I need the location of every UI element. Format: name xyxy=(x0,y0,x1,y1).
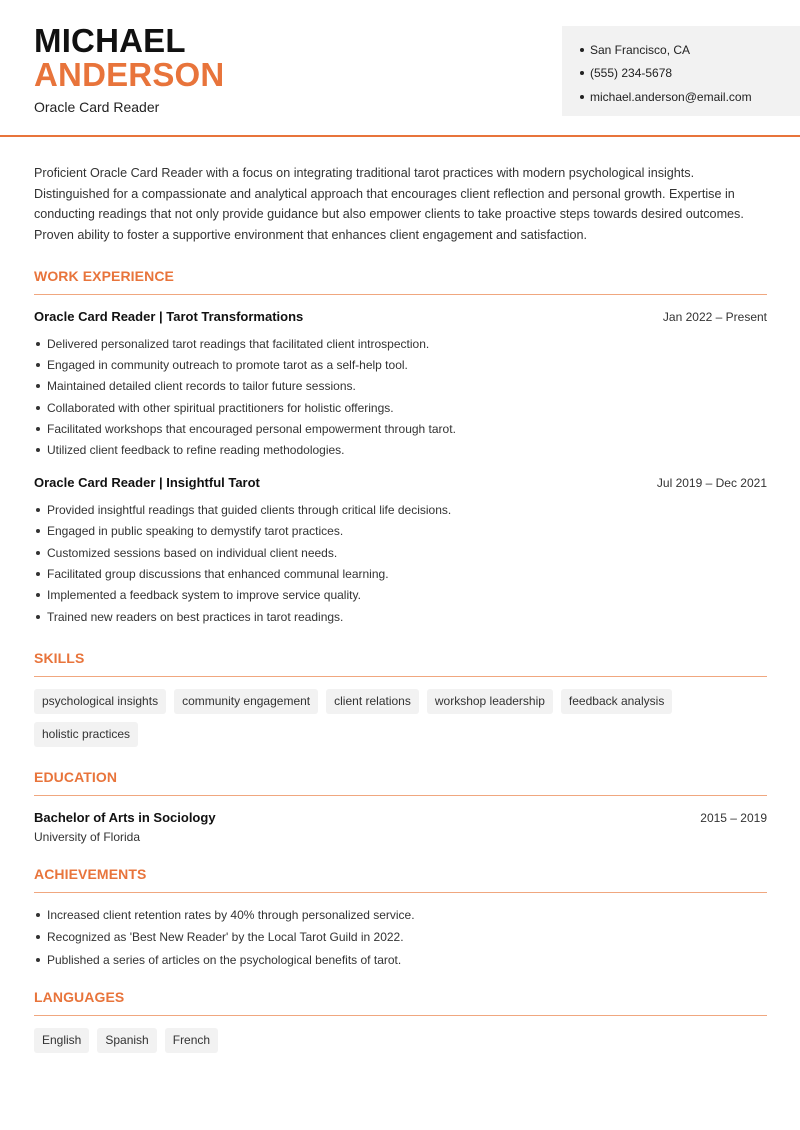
section-title-work: WORK EXPERIENCE xyxy=(34,268,767,295)
languages-list xyxy=(34,1028,767,1061)
job-bullet xyxy=(34,606,767,627)
resume-header xyxy=(0,0,800,137)
bullet-icon xyxy=(36,406,40,410)
bullet-icon xyxy=(36,572,40,576)
education-school: University of Florida xyxy=(34,829,141,844)
bullet-icon xyxy=(36,342,40,346)
last-name: ANDERSON xyxy=(34,56,225,93)
section-title-skills: SKILLS xyxy=(34,650,767,677)
job-entry xyxy=(34,309,767,461)
job-bullet-text: Implemented a feedback system to improve service quality. xyxy=(47,588,361,603)
contact-location xyxy=(580,38,800,62)
bullet-icon xyxy=(36,935,40,939)
section-title-achievements: ACHIEVEMENTS xyxy=(34,866,767,893)
contact-box xyxy=(562,26,800,116)
contact-location-text: San Francisco, CA xyxy=(590,42,691,57)
section-title-languages: LANGUAGES xyxy=(34,989,767,1016)
job-bullet xyxy=(34,499,767,520)
resume-body xyxy=(34,163,767,1061)
job-bullet xyxy=(34,542,767,563)
achievement-item xyxy=(34,949,767,972)
job-bullet xyxy=(34,354,767,375)
section-title-education: EDUCATION xyxy=(34,769,767,796)
bullet-icon xyxy=(36,508,40,512)
job-dates: Jan 2022 – Present xyxy=(662,309,767,324)
bullet-icon xyxy=(36,913,40,917)
job-bullet xyxy=(34,333,767,354)
bullet-icon xyxy=(36,448,40,452)
language-chip: English xyxy=(34,1028,89,1053)
skills-list xyxy=(34,689,767,755)
contact-email-text: michael.anderson@email.com xyxy=(590,89,752,104)
job-bullet xyxy=(34,440,767,461)
bullet-icon xyxy=(36,593,40,597)
skill-chip: psychological insights xyxy=(34,689,166,714)
bullet-icon xyxy=(36,363,40,367)
skill-chip: client relations xyxy=(326,689,419,714)
bullet-icon xyxy=(580,95,584,99)
job-bullet-text: Collaborated with other spiritual practitioners for holistic offerings. xyxy=(47,400,394,415)
job-bullets xyxy=(34,499,767,627)
education-entry xyxy=(34,810,767,844)
contact-email xyxy=(580,85,800,109)
job-entry xyxy=(34,475,767,627)
bullet-icon xyxy=(36,529,40,533)
job-bullet-text: Maintained detailed client records to tailor future sessions. xyxy=(47,379,356,394)
bullet-icon xyxy=(36,615,40,619)
contact-phone-text: (555) 234-5678 xyxy=(590,66,673,81)
achievements-list xyxy=(34,904,767,972)
job-bullet xyxy=(34,418,767,439)
job-bullets xyxy=(34,333,767,461)
bullet-icon xyxy=(36,958,40,962)
job-bullet-text: Engaged in public speaking to demystify tarot practices. xyxy=(47,524,344,539)
job-bullet xyxy=(34,521,767,542)
education-header xyxy=(34,810,767,825)
language-chip: French xyxy=(165,1028,218,1053)
job-role: Oracle Card Reader | Tarot Transformations xyxy=(34,308,304,324)
education-years: 2015 – 2019 xyxy=(700,810,767,825)
skill-chip: feedback analysis xyxy=(561,689,672,714)
skill-chip: workshop leadership xyxy=(427,689,553,714)
job-role: Oracle Card Reader | Insightful Tarot xyxy=(34,475,260,491)
job-dates: Jul 2019 – Dec 2021 xyxy=(656,476,767,491)
skill-chip: holistic practices xyxy=(34,722,138,747)
education-degree: Bachelor of Arts in Sociology xyxy=(34,809,216,825)
bullet-icon xyxy=(36,551,40,555)
job-bullet-text: Customized sessions based on individual client needs. xyxy=(47,545,338,560)
job-bullet xyxy=(34,563,767,584)
job-header xyxy=(34,475,767,490)
bullet-icon xyxy=(580,48,584,52)
language-chip: Spanish xyxy=(97,1028,156,1053)
job-bullet xyxy=(34,585,767,606)
job-bullet-text: Facilitated group discussions that enhanced communal learning. xyxy=(47,567,389,582)
job-bullet xyxy=(34,397,767,418)
job-bullet-text: Delivered personalized tarot readings that facilitated client introspection. xyxy=(47,336,430,351)
achievement-text: Published a series of articles on the psychological benefits of tarot. xyxy=(47,952,402,967)
bullet-icon xyxy=(36,384,40,388)
bullet-icon xyxy=(36,427,40,431)
bullet-icon xyxy=(580,71,584,75)
job-title: Oracle Card Reader xyxy=(34,99,160,115)
job-bullet-text: Facilitated workshops that encouraged personal empowerment through tarot. xyxy=(47,422,456,437)
achievement-text: Increased client retention rates by 40% through personalized service. xyxy=(47,907,415,922)
achievement-text: Recognized as 'Best New Reader' by the Local Tarot Guild in 2022. xyxy=(47,930,404,945)
job-bullet xyxy=(34,376,767,397)
job-bullet-text: Engaged in community outreach to promote tarot as a self-help tool. xyxy=(47,357,408,372)
job-header xyxy=(34,309,767,324)
job-bullet-text: Utilized client feedback to refine reading methodologies. xyxy=(47,443,345,458)
job-bullet-text: Trained new readers on best practices in tarot readings. xyxy=(47,609,344,624)
skill-chip: community engagement xyxy=(174,689,318,714)
job-bullet-text: Provided insightful readings that guided clients through critical life decisions. xyxy=(47,502,452,517)
achievement-item xyxy=(34,904,767,927)
achievement-item xyxy=(34,926,767,949)
first-name: MICHAEL xyxy=(34,22,186,59)
summary: Proficient Oracle Card Reader with a focus on integrating traditional tarot practices with modern psychological insights. Distinguished for a compassionate and analytical approach that encourages client reflection and personal growth. Expertise in conducting readings that not only provide guidance but also empower clients to take proactive steps towards desired outcomes. Proven ability to foster a supportive environment that enhances client engagement and satisfaction. xyxy=(34,166,744,243)
contact-phone xyxy=(580,62,800,86)
